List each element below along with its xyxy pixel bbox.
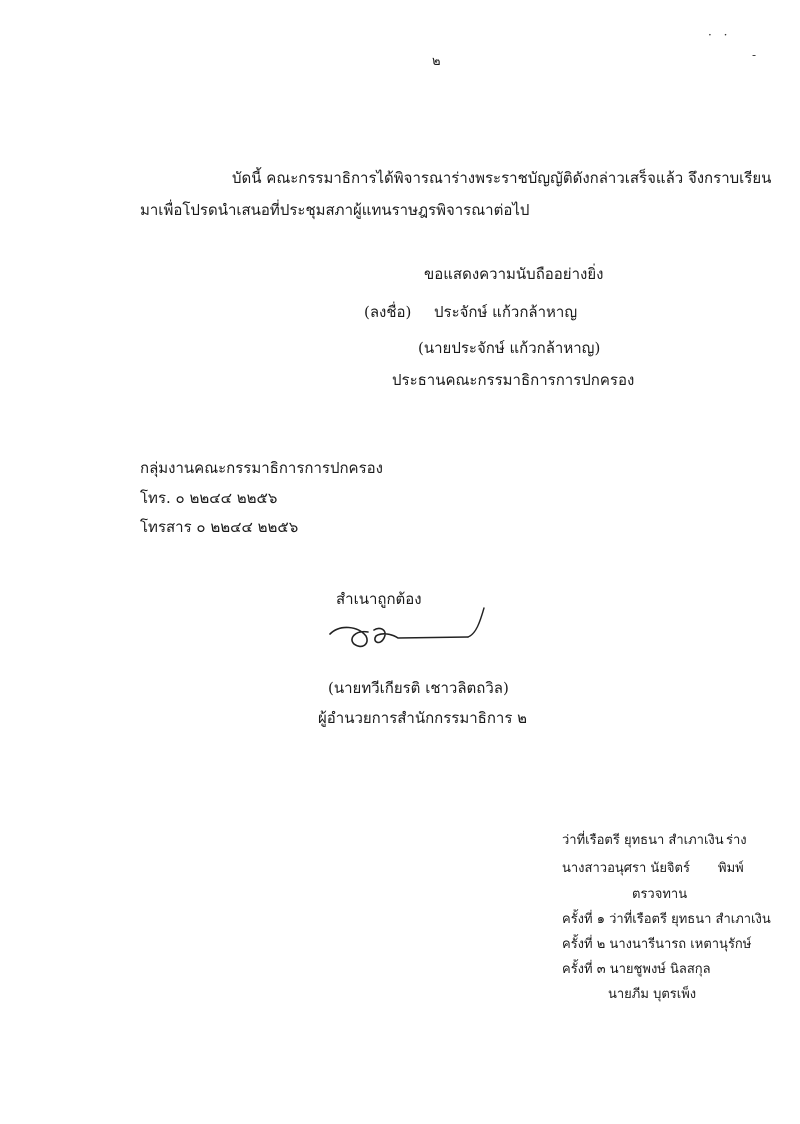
body-paragraph-line-2: มาเพื่อโปรดนำเสนอที่ประชุมสภาผู้แทนราษฎรพิจารณาต่อไป [140,201,530,219]
scan-mark-secondary: - [752,48,757,62]
signed-prefix: (ลงชื่อ) [364,303,412,321]
typist-role: พิมพ์ [718,861,744,876]
typist-name: นางสาวอนุศรา นัยจิตร์ [562,861,690,876]
review-entry-2: ครั้งที่ ๒ นางนารีนารถ เหตานุรักษ์ [562,937,752,952]
review-entry-3: ครั้งที่ ๓ นายชูพงษ์ นิลสกุล [562,962,711,977]
reviewed-label: ตรวจทาน [632,887,688,902]
body-paragraph-line-1: บัดนี้ คณะกรรมาธิการได้พิจารณาร่างพระราชบัญญัติดังกล่าวเสร็จแล้ว จึงกราบเรียน [232,169,772,187]
handwritten-signature [318,604,498,664]
review-entry-1: ครั้งที่ ๑ ว่าที่เรือตรี ยุทธนา สำเภาเงิน [562,912,771,927]
certifier-name: (นายทวีเกียรติ เชาวลิตถวิล) [328,679,509,697]
closing-salutation: ขอแสดงความนับถืออย่างยิ่ง [424,265,604,283]
signed-name: ประจักษ์ แก้วกล้าหาญ [434,303,578,321]
review-entry-4: นายภีม บุตรเพ็ง [608,987,697,1002]
drafter-role: ร่าง [726,833,747,848]
office-name: กลุ่มงานคณะกรรมาธิการการปกครอง [140,459,383,477]
fax-number: โทรสาร ๐ ๒๒๔๔ ๒๒๕๖ [140,518,299,536]
page-number: ๒ [432,54,441,69]
phone-number: โทร. ๐ ๒๒๔๔ ๒๒๕๖ [140,489,278,507]
scan-mark: · · [708,28,732,42]
certifier-title: ผู้อำนวยการสำนักกรรมาธิการ ๒ [318,709,528,727]
certified-copy-label: สำเนาถูกต้อง [336,590,422,608]
drafter-name: ว่าที่เรือตรี ยุทธนา สำเภาเงิน [562,833,724,848]
signer-title: ประธานคณะกรรมาธิการการปกครอง [392,371,635,389]
signer-full-name: (นายประจักษ์ แก้วกล้าหาญ) [418,339,601,357]
